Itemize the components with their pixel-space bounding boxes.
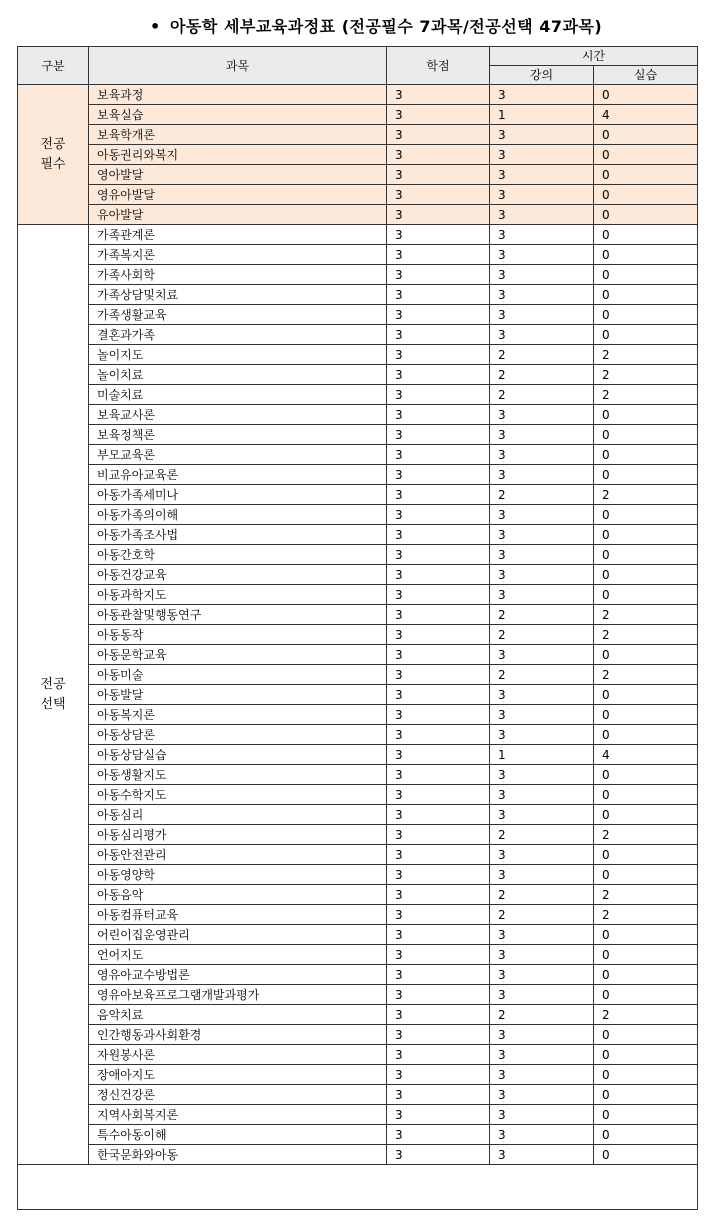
table-row bbox=[18, 165, 698, 185]
table-row bbox=[18, 925, 698, 945]
practice-cell: 2 bbox=[594, 665, 698, 685]
practice-cell: 2 bbox=[594, 905, 698, 925]
table-row bbox=[18, 825, 698, 845]
practice-cell: 0 bbox=[594, 265, 698, 285]
lecture-cell: 3 bbox=[490, 125, 594, 145]
table-row bbox=[18, 125, 698, 145]
lecture-cell: 3 bbox=[490, 845, 594, 865]
table-row bbox=[18, 505, 698, 525]
subject-cell: 음악치료 bbox=[89, 1005, 387, 1025]
practice-cell: 2 bbox=[594, 385, 698, 405]
table-row bbox=[18, 665, 698, 685]
credits-cell: 3 bbox=[387, 905, 490, 925]
subject-cell: 언어지도 bbox=[89, 945, 387, 965]
table-row bbox=[18, 1005, 698, 1025]
subject-cell: 가족복지론 bbox=[89, 245, 387, 265]
lecture-cell: 3 bbox=[490, 405, 594, 425]
subject-cell: 아동건강교육 bbox=[89, 565, 387, 585]
subject-cell: 자원봉사론 bbox=[89, 1045, 387, 1065]
lecture-cell: 3 bbox=[490, 1045, 594, 1065]
credits-cell: 3 bbox=[387, 285, 490, 305]
table-row bbox=[18, 105, 698, 125]
subject-cell: 영아발달 bbox=[89, 165, 387, 185]
subject-cell: 아동안전관리 bbox=[89, 845, 387, 865]
table-row bbox=[18, 1045, 698, 1065]
credits-cell: 3 bbox=[387, 685, 490, 705]
practice-cell: 2 bbox=[594, 485, 698, 505]
lecture-cell: 3 bbox=[490, 505, 594, 525]
subject-cell: 영유아보육프로그램개발과평가 bbox=[89, 985, 387, 1005]
credits-cell: 3 bbox=[387, 765, 490, 785]
lecture-cell: 3 bbox=[490, 925, 594, 945]
lecture-cell: 3 bbox=[490, 645, 594, 665]
lecture-cell: 1 bbox=[490, 745, 594, 765]
credits-cell: 3 bbox=[387, 725, 490, 745]
practice-cell: 2 bbox=[594, 885, 698, 905]
practice-cell: 0 bbox=[594, 525, 698, 545]
practice-cell: 0 bbox=[594, 205, 698, 225]
lecture-cell: 3 bbox=[490, 225, 594, 245]
lecture-cell: 3 bbox=[490, 545, 594, 565]
table-row bbox=[18, 585, 698, 605]
subject-cell: 아동과학지도 bbox=[89, 585, 387, 605]
subject-cell: 아동컴퓨터교육 bbox=[89, 905, 387, 925]
lecture-cell: 3 bbox=[490, 865, 594, 885]
subject-cell: 결혼과가족 bbox=[89, 325, 387, 345]
table-row bbox=[18, 525, 698, 545]
credits-cell: 3 bbox=[387, 225, 490, 245]
lecture-cell: 2 bbox=[490, 345, 594, 365]
lecture-cell: 3 bbox=[490, 785, 594, 805]
practice-cell: 0 bbox=[594, 245, 698, 265]
table-row bbox=[18, 1085, 698, 1105]
table-row bbox=[18, 945, 698, 965]
table-row bbox=[18, 485, 698, 505]
practice-cell: 0 bbox=[594, 425, 698, 445]
credits-cell: 3 bbox=[387, 1025, 490, 1045]
lecture-cell: 3 bbox=[490, 705, 594, 725]
practice-cell: 0 bbox=[594, 505, 698, 525]
table-row bbox=[18, 1125, 698, 1145]
subject-cell: 아동상담실습 bbox=[89, 745, 387, 765]
lecture-cell: 3 bbox=[490, 445, 594, 465]
credits-cell: 3 bbox=[387, 205, 490, 225]
table-row bbox=[18, 1025, 698, 1045]
practice-cell: 0 bbox=[594, 1045, 698, 1065]
table-row bbox=[18, 305, 698, 325]
credits-cell: 3 bbox=[387, 345, 490, 365]
practice-cell: 0 bbox=[594, 565, 698, 585]
category-required: 전공 필수 bbox=[18, 85, 89, 225]
lecture-cell: 2 bbox=[490, 885, 594, 905]
lecture-cell: 2 bbox=[490, 625, 594, 645]
lecture-cell: 3 bbox=[490, 85, 594, 105]
credits-cell: 3 bbox=[387, 565, 490, 585]
subject-cell: 아동발달 bbox=[89, 685, 387, 705]
lecture-cell: 3 bbox=[490, 1145, 594, 1165]
subject-cell: 아동가족세미나 bbox=[89, 485, 387, 505]
subject-cell: 가족사회학 bbox=[89, 265, 387, 285]
subject-cell: 가족생활교육 bbox=[89, 305, 387, 325]
footer-cell bbox=[18, 1165, 698, 1210]
lecture-cell: 1 bbox=[490, 105, 594, 125]
subject-cell: 특수아동이해 bbox=[89, 1125, 387, 1145]
table-row bbox=[18, 965, 698, 985]
lecture-cell: 3 bbox=[490, 965, 594, 985]
lecture-cell: 2 bbox=[490, 665, 594, 685]
credits-cell: 3 bbox=[387, 1105, 490, 1125]
lecture-cell: 2 bbox=[490, 385, 594, 405]
credits-cell: 3 bbox=[387, 265, 490, 285]
table-row bbox=[18, 285, 698, 305]
lecture-cell: 3 bbox=[490, 565, 594, 585]
credits-cell: 3 bbox=[387, 745, 490, 765]
practice-cell: 2 bbox=[594, 345, 698, 365]
credits-cell: 3 bbox=[387, 85, 490, 105]
practice-cell: 0 bbox=[594, 965, 698, 985]
subject-cell: 보육학개론 bbox=[89, 125, 387, 145]
practice-cell: 0 bbox=[594, 285, 698, 305]
lecture-cell: 3 bbox=[490, 1065, 594, 1085]
bullet-icon: • bbox=[150, 17, 161, 36]
practice-cell: 2 bbox=[594, 365, 698, 385]
practice-cell: 0 bbox=[594, 1065, 698, 1085]
credits-cell: 3 bbox=[387, 945, 490, 965]
table-row bbox=[18, 605, 698, 625]
table-row bbox=[18, 625, 698, 645]
practice-cell: 0 bbox=[594, 1025, 698, 1045]
subject-cell: 아동관찰및행동연구 bbox=[89, 605, 387, 625]
lecture-cell: 3 bbox=[490, 1105, 594, 1125]
subject-cell: 아동음악 bbox=[89, 885, 387, 905]
subject-cell: 미술치료 bbox=[89, 385, 387, 405]
credits-cell: 3 bbox=[387, 865, 490, 885]
practice-cell: 0 bbox=[594, 1145, 698, 1165]
table-row bbox=[18, 265, 698, 285]
lecture-cell: 3 bbox=[490, 325, 594, 345]
subject-cell: 아동영양학 bbox=[89, 865, 387, 885]
subject-cell: 아동가족조사법 bbox=[89, 525, 387, 545]
subject-cell: 놀이치료 bbox=[89, 365, 387, 385]
table-row bbox=[18, 545, 698, 565]
practice-cell: 0 bbox=[594, 145, 698, 165]
subject-cell: 아동수학지도 bbox=[89, 785, 387, 805]
credits-cell: 3 bbox=[387, 885, 490, 905]
table-row bbox=[18, 865, 698, 885]
practice-cell: 0 bbox=[594, 985, 698, 1005]
practice-cell: 0 bbox=[594, 545, 698, 565]
header-practice: 실습 bbox=[594, 66, 698, 85]
table-row bbox=[18, 145, 698, 165]
table-row bbox=[18, 1105, 698, 1125]
subject-cell: 보육교사론 bbox=[89, 405, 387, 425]
subject-cell: 아동복지론 bbox=[89, 705, 387, 725]
subject-cell: 아동문학교육 bbox=[89, 645, 387, 665]
table-row bbox=[18, 385, 698, 405]
credits-cell: 3 bbox=[387, 245, 490, 265]
subject-cell: 아동동작 bbox=[89, 625, 387, 645]
practice-cell: 0 bbox=[594, 1085, 698, 1105]
practice-cell: 0 bbox=[594, 465, 698, 485]
lecture-cell: 2 bbox=[490, 905, 594, 925]
header-lecture: 강의 bbox=[490, 66, 594, 85]
subject-cell: 지역사회복지론 bbox=[89, 1105, 387, 1125]
credits-cell: 3 bbox=[387, 785, 490, 805]
header-subject: 과목 bbox=[89, 47, 387, 85]
table-row bbox=[18, 1065, 698, 1085]
credits-cell: 3 bbox=[387, 145, 490, 165]
practice-cell: 0 bbox=[594, 325, 698, 345]
practice-cell: 0 bbox=[594, 705, 698, 725]
credits-cell: 3 bbox=[387, 485, 490, 505]
table-row bbox=[18, 205, 698, 225]
lecture-cell: 3 bbox=[490, 1125, 594, 1145]
subject-cell: 보육과정 bbox=[89, 85, 387, 105]
title-text: 아동학 세부교육과정표 (전공필수 7과목/전공선택 47과목) bbox=[170, 17, 603, 36]
practice-cell: 0 bbox=[594, 1125, 698, 1145]
category-elective: 전공 선택 bbox=[18, 225, 89, 1165]
table-row bbox=[18, 225, 698, 245]
subject-cell: 가족상담및치료 bbox=[89, 285, 387, 305]
credits-cell: 3 bbox=[387, 445, 490, 465]
lecture-cell: 3 bbox=[490, 585, 594, 605]
lecture-cell: 3 bbox=[490, 945, 594, 965]
table-row bbox=[18, 885, 698, 905]
curriculum-table bbox=[17, 46, 698, 1210]
credits-cell: 3 bbox=[387, 605, 490, 625]
credits-cell: 3 bbox=[387, 165, 490, 185]
credits-cell: 3 bbox=[387, 1085, 490, 1105]
subject-cell: 아동가족의이해 bbox=[89, 505, 387, 525]
credits-cell: 3 bbox=[387, 425, 490, 445]
practice-cell: 2 bbox=[594, 625, 698, 645]
practice-cell: 0 bbox=[594, 785, 698, 805]
lecture-cell: 3 bbox=[490, 525, 594, 545]
table-row bbox=[18, 465, 698, 485]
lecture-cell: 3 bbox=[490, 305, 594, 325]
practice-cell: 0 bbox=[594, 845, 698, 865]
credits-cell: 3 bbox=[387, 665, 490, 685]
practice-cell: 0 bbox=[594, 945, 698, 965]
subject-cell: 아동상담론 bbox=[89, 725, 387, 745]
table-row bbox=[18, 765, 698, 785]
practice-cell: 0 bbox=[594, 685, 698, 705]
lecture-cell: 3 bbox=[490, 465, 594, 485]
subject-cell: 아동미술 bbox=[89, 665, 387, 685]
lecture-cell: 2 bbox=[490, 365, 594, 385]
header-category: 구분 bbox=[18, 47, 89, 85]
credits-cell: 3 bbox=[387, 805, 490, 825]
credits-cell: 3 bbox=[387, 845, 490, 865]
table-row bbox=[18, 985, 698, 1005]
practice-cell: 0 bbox=[594, 125, 698, 145]
practice-cell: 0 bbox=[594, 1105, 698, 1125]
practice-cell: 0 bbox=[594, 185, 698, 205]
table-row bbox=[18, 745, 698, 765]
table-row bbox=[18, 725, 698, 745]
subject-cell: 부모교육론 bbox=[89, 445, 387, 465]
lecture-cell: 3 bbox=[490, 1025, 594, 1045]
subject-cell: 보육정책론 bbox=[89, 425, 387, 445]
lecture-cell: 3 bbox=[490, 985, 594, 1005]
credits-cell: 3 bbox=[387, 545, 490, 565]
header-credits: 학점 bbox=[387, 47, 490, 85]
credits-cell: 3 bbox=[387, 365, 490, 385]
credits-cell: 3 bbox=[387, 645, 490, 665]
table-row bbox=[18, 425, 698, 445]
table-row bbox=[18, 345, 698, 365]
table-row bbox=[18, 645, 698, 665]
table-row bbox=[18, 325, 698, 345]
lecture-cell: 3 bbox=[490, 685, 594, 705]
practice-cell: 0 bbox=[594, 585, 698, 605]
practice-cell: 0 bbox=[594, 925, 698, 945]
credits-cell: 3 bbox=[387, 965, 490, 985]
subject-cell: 장애아지도 bbox=[89, 1065, 387, 1085]
credits-cell: 3 bbox=[387, 125, 490, 145]
table-row bbox=[18, 245, 698, 265]
credits-cell: 3 bbox=[387, 465, 490, 485]
table-row bbox=[18, 705, 698, 725]
practice-cell: 0 bbox=[594, 765, 698, 785]
lecture-cell: 3 bbox=[490, 265, 594, 285]
subject-cell: 비교유아교육론 bbox=[89, 465, 387, 485]
subject-cell: 유아발달 bbox=[89, 205, 387, 225]
table-row bbox=[18, 365, 698, 385]
table-row bbox=[18, 405, 698, 425]
lecture-cell: 3 bbox=[490, 205, 594, 225]
table-row bbox=[18, 685, 698, 705]
lecture-cell: 3 bbox=[490, 765, 594, 785]
subject-cell: 아동심리 bbox=[89, 805, 387, 825]
lecture-cell: 3 bbox=[490, 805, 594, 825]
lecture-cell: 2 bbox=[490, 485, 594, 505]
table-row bbox=[18, 785, 698, 805]
credits-cell: 3 bbox=[387, 1045, 490, 1065]
lecture-cell: 2 bbox=[490, 1005, 594, 1025]
practice-cell: 0 bbox=[594, 805, 698, 825]
table-row bbox=[18, 85, 698, 105]
lecture-cell: 3 bbox=[490, 185, 594, 205]
lecture-cell: 3 bbox=[490, 285, 594, 305]
subject-cell: 가족관계론 bbox=[89, 225, 387, 245]
lecture-cell: 3 bbox=[490, 165, 594, 185]
lecture-cell: 3 bbox=[490, 245, 594, 265]
credits-cell: 3 bbox=[387, 825, 490, 845]
practice-cell: 0 bbox=[594, 445, 698, 465]
subject-cell: 아동권리와복지 bbox=[89, 145, 387, 165]
lecture-cell: 3 bbox=[490, 725, 594, 745]
table-row bbox=[18, 565, 698, 585]
practice-cell: 2 bbox=[594, 825, 698, 845]
lecture-cell: 3 bbox=[490, 1085, 594, 1105]
subject-cell: 정신건강론 bbox=[89, 1085, 387, 1105]
lecture-cell: 3 bbox=[490, 145, 594, 165]
header-time: 시간 bbox=[490, 47, 698, 66]
credits-cell: 3 bbox=[387, 925, 490, 945]
practice-cell: 4 bbox=[594, 105, 698, 125]
credits-cell: 3 bbox=[387, 1005, 490, 1025]
credits-cell: 3 bbox=[387, 505, 490, 525]
practice-cell: 2 bbox=[594, 605, 698, 625]
credits-cell: 3 bbox=[387, 305, 490, 325]
practice-cell: 0 bbox=[594, 85, 698, 105]
table-row bbox=[18, 805, 698, 825]
credits-cell: 3 bbox=[387, 625, 490, 645]
practice-cell: 0 bbox=[594, 225, 698, 245]
practice-cell: 4 bbox=[594, 745, 698, 765]
practice-cell: 0 bbox=[594, 725, 698, 745]
subject-cell: 아동간호학 bbox=[89, 545, 387, 565]
credits-cell: 3 bbox=[387, 525, 490, 545]
credits-cell: 3 bbox=[387, 705, 490, 725]
practice-cell: 2 bbox=[594, 1005, 698, 1025]
subject-cell: 한국문화와아동 bbox=[89, 1145, 387, 1165]
subject-cell: 놀이지도 bbox=[89, 345, 387, 365]
subject-cell: 어린이집운영관리 bbox=[89, 925, 387, 945]
subject-cell: 아동심리평가 bbox=[89, 825, 387, 845]
credits-cell: 3 bbox=[387, 985, 490, 1005]
credits-cell: 3 bbox=[387, 185, 490, 205]
credits-cell: 3 bbox=[387, 585, 490, 605]
subject-cell: 아동생활지도 bbox=[89, 765, 387, 785]
lecture-cell: 3 bbox=[490, 425, 594, 445]
credits-cell: 3 bbox=[387, 385, 490, 405]
table-row bbox=[18, 1145, 698, 1165]
credits-cell: 3 bbox=[387, 105, 490, 125]
credits-cell: 3 bbox=[387, 1145, 490, 1165]
lecture-cell: 2 bbox=[490, 825, 594, 845]
practice-cell: 0 bbox=[594, 865, 698, 885]
practice-cell: 0 bbox=[594, 305, 698, 325]
table-row bbox=[18, 185, 698, 205]
subject-cell: 영유아발달 bbox=[89, 185, 387, 205]
credits-cell: 3 bbox=[387, 325, 490, 345]
page-title bbox=[150, 14, 602, 37]
credits-cell: 3 bbox=[387, 1065, 490, 1085]
practice-cell: 0 bbox=[594, 405, 698, 425]
subject-cell: 보육실습 bbox=[89, 105, 387, 125]
subject-cell: 인간행동과사회환경 bbox=[89, 1025, 387, 1045]
practice-cell: 0 bbox=[594, 165, 698, 185]
lecture-cell: 2 bbox=[490, 605, 594, 625]
table-row bbox=[18, 845, 698, 865]
credits-cell: 3 bbox=[387, 405, 490, 425]
credits-cell: 3 bbox=[387, 1125, 490, 1145]
table-row bbox=[18, 445, 698, 465]
subject-cell: 영유아교수방법론 bbox=[89, 965, 387, 985]
table-row bbox=[18, 905, 698, 925]
footer-row bbox=[18, 1165, 698, 1210]
practice-cell: 0 bbox=[594, 645, 698, 665]
